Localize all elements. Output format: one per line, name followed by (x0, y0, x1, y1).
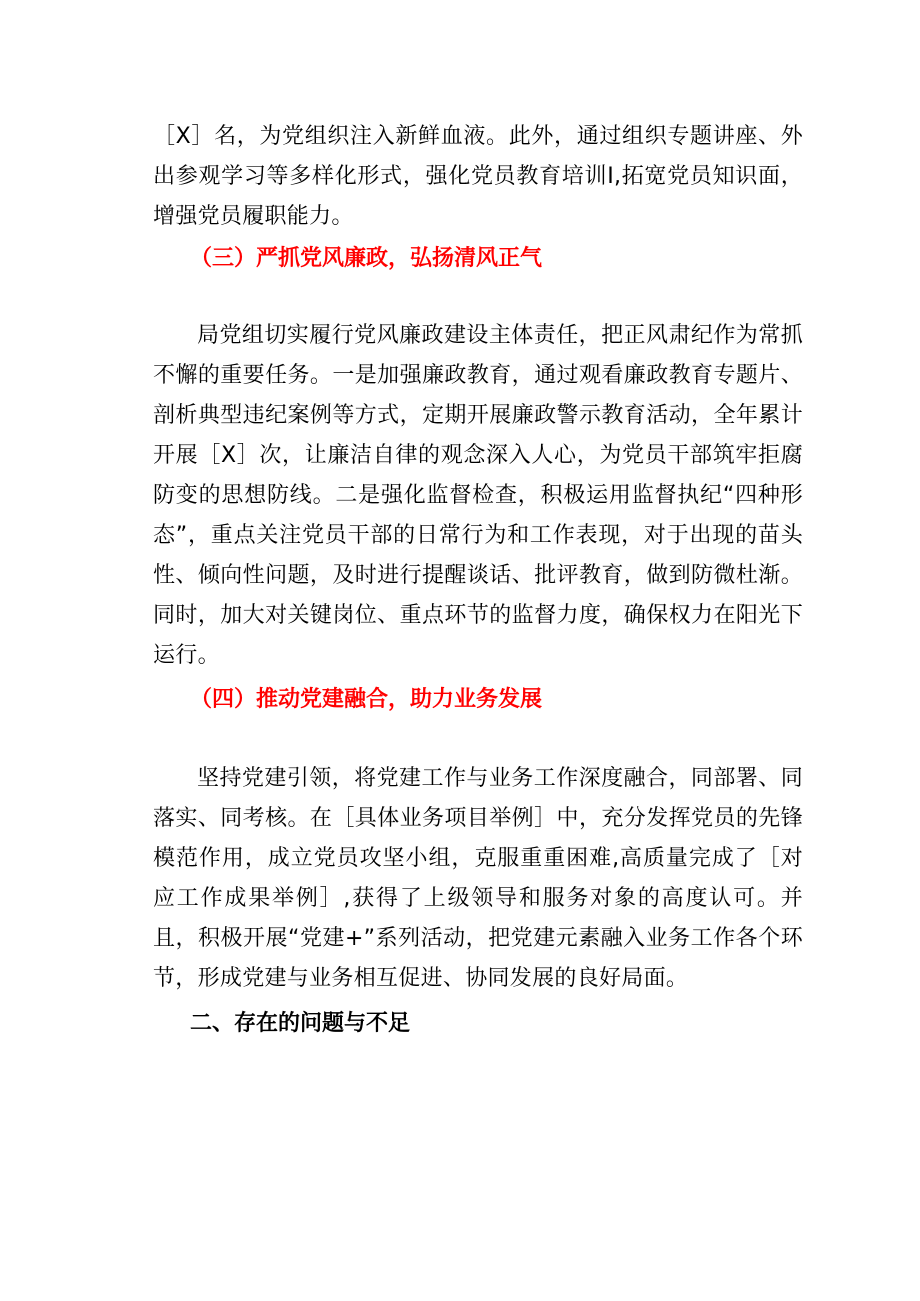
paragraph-party-business-integration: 坚持党建引领，将党建工作与业务工作深度融合，同部署、同落实、同考核。在［具体业务项目举例］中，充分发挥党员的先锋模范作用，成立党员攻坚小组，克服重重困难,高质量完成了［对应工作成果举例］,获得了上级领导和服务对象的高度认可。并且，积极开展“党建+”系列活动，把党建元素融入业务工作各个环节，形成党建与业务相互促进、协同发展的良好局面。 (153, 766, 803, 991)
paragraph-integrity-work: 局党组切实履行党风廉政建设主体责任，把正风肃纪作为常抓不懈的重要任务。一是加强廉政教育，通过观看廉政教育专题片、剖析典型违纪案例等方式，定期开展廉政警示教育活动，全年累计开展［X］次，让廉洁自律的观念深入人心，为党员干部筑牢拒腐防变的思想防线。二是强化监督检查，积极运用监督执纪“四种形态”，重点关注党员干部的日常行为和工作表现，对于出现的苗头性、倾向性问题，及时进行提醒谈话、批评教育，做到防微杜渐。同时，加大对关键岗位、重点环节的监督力度，确保权力在阳光下运行。 (153, 323, 803, 668)
paragraph-party-training: ［X］名，为党组织注入新鲜血液。此外，通过组织专题讲座、外出参观学习等多样化形式，强化党员教育培训I,拓宽党员知识面，增强党员履职能力。 (153, 124, 803, 229)
heading-section-3: （三）严抓党风廉政，弘扬清风正气 (190, 246, 543, 271)
heading-problems: 二、存在的问题与不足 (190, 1011, 411, 1036)
heading-section-4: （四）推动党建融合，助力业务发展 (190, 687, 543, 712)
